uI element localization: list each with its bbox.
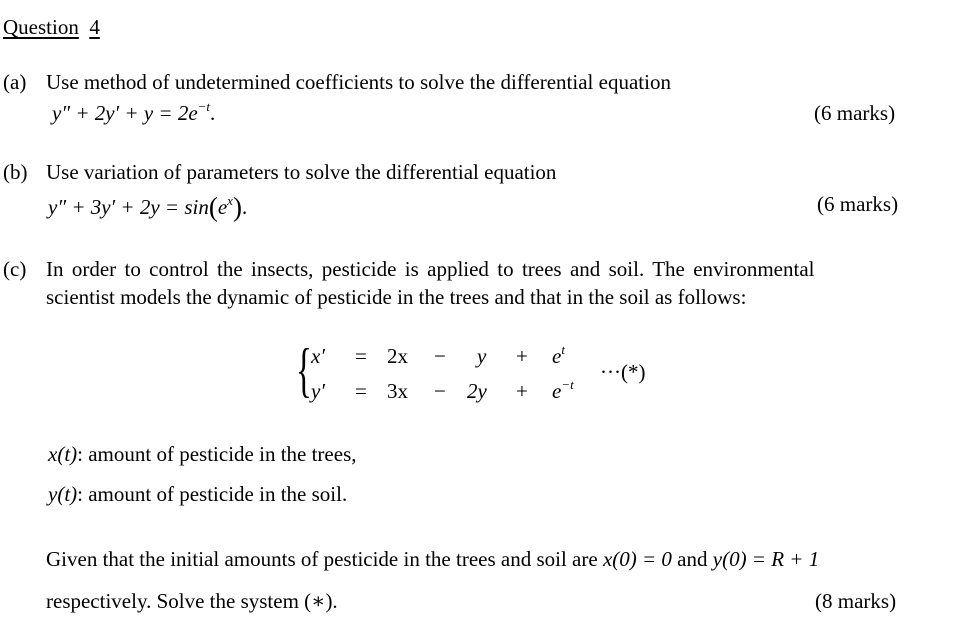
system-row1-lhs: x′ (311, 344, 325, 368)
definition-y (48, 484, 347, 505)
part-a-instruction: Use method of undetermined coefficients to solve the differential equation (46, 70, 671, 94)
part-b-equation-lhs: y″ + 3y′ + 2y = sin (48, 195, 209, 219)
part-b-equation: $y'' + 3y' + 2y = \sin(e^x)$. (48, 192, 248, 222)
system-row2-t3-exp: −t (561, 377, 574, 392)
part-a-marks: (6 marks) (814, 101, 896, 125)
definition-x-symbol: x(t) (48, 442, 78, 466)
system-row1-t3 (552, 342, 565, 368)
given-conditions (46, 549, 819, 570)
definition-x (48, 444, 357, 465)
part-b-inner-exp: x (227, 193, 233, 208)
system-tag: ···(*) (600, 360, 646, 384)
given-text: Given that the initial amounts of pesticide in the trees and soil are (46, 547, 598, 571)
part-c-marks: (8 marks) (815, 589, 897, 613)
definition-y-symbol: y(t) (48, 482, 78, 506)
part-c-intro-line2: scientist models the dynamic of pesticide in the trees and that in the soil as follows: (46, 285, 747, 309)
final-instruction (46, 591, 338, 612)
system-brace: { (296, 337, 312, 403)
final-text: respectively. Solve the system (46, 589, 299, 613)
question-title (3, 17, 100, 38)
definition-y-text: : amount of pesticide in the soil. (77, 482, 348, 506)
system-row2-t3 (552, 377, 574, 403)
initial-condition-y: y(0) = R + 1 (712, 547, 820, 571)
part-a-equation-end: . (210, 101, 216, 125)
system-row2-t2: 2y (467, 379, 487, 403)
part-b-marks: (6 marks) (817, 192, 899, 216)
system-row2-op2: + (516, 379, 528, 403)
part-b-instruction: Use variation of parameters to solve the differential equation (46, 160, 557, 184)
system-row1-eq: = (355, 344, 367, 368)
part-b-inner-base: e (217, 195, 228, 219)
part-a-equation-exp: −t (197, 99, 211, 114)
part-a-label: (a) (3, 70, 27, 94)
system-row2-t3-base: e (552, 379, 562, 403)
final-symbol: (∗). (304, 589, 338, 613)
and-word: and (677, 547, 708, 571)
question-number: 4 (89, 15, 100, 39)
part-c-intro-line1: In order to control the insects, pesticide is applied to trees and soil. The environmental (46, 257, 815, 281)
question-word: Question (3, 15, 79, 39)
system-row1-t3-exp: t (561, 342, 565, 357)
system-row1-t3-base: e (552, 344, 562, 368)
part-b-equation-end: . (241, 195, 248, 219)
system-row1-op2: + (516, 344, 528, 368)
system-row2-t1: 3x (387, 379, 408, 403)
system-row2-op1: − (434, 379, 446, 403)
part-a-equation-lhs: y″ + 2y′ + y = 2e (52, 101, 198, 125)
part-c-label: (c) (3, 257, 27, 281)
system-row1-op1: − (434, 344, 446, 368)
system-row2-eq: = (355, 379, 367, 403)
part-a-equation (52, 99, 216, 125)
system-row2-lhs: y′ (311, 379, 325, 403)
initial-condition-x: x(0) = 0 (602, 547, 672, 571)
system-row1-t1: 2x (387, 344, 408, 368)
system-row1-t2: y (477, 344, 487, 368)
part-b-label: (b) (3, 160, 28, 184)
definition-x-text: : amount of pesticide in the trees, (77, 442, 357, 466)
